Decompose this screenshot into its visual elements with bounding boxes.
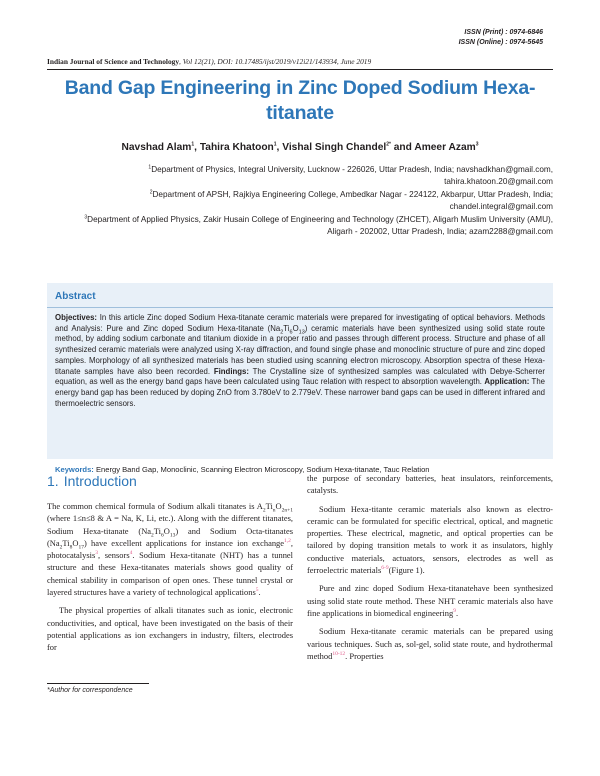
author-separator: and (390, 142, 415, 153)
section-number: 1. (47, 473, 59, 489)
text-run: ) have excellent applications for instance ion exchange (83, 537, 285, 548)
formula-text: O (292, 323, 299, 333)
abstract-text (47, 308, 553, 409)
application-text: The energy band gap has been reduced by doping ZnO from 3.780eV to 2.779eV. These narrower band gaps can be used in different infrared and thermoelectric sensors. (55, 377, 545, 408)
author-affiliation-mark: 3 (475, 141, 479, 148)
formula-subscript: 6 (289, 329, 293, 336)
journal-header (47, 57, 553, 67)
text-run: Ti (62, 537, 70, 548)
findings-label: Findings: (213, 366, 249, 376)
footnote-rule (47, 683, 149, 684)
affiliations (60, 164, 553, 240)
text-run: Sodium Hexa-titante ceramic materials also known as electro-ceramic can be formulated for specific electrical, optical, and magnetic properties. These electrical, magnetic, and optical properties can be tailored by doping transition metals to work it as insulators, highly conductive materials, actuators, sensors, electrodes as well as ferroelectric materials (307, 503, 553, 576)
affiliation-text: Department of APSH, Rajkiya Engineering College, Ambedkar Nagar - 224122, Akbarpur, Uttar Pradesh, India; chandel.integral@gmail.com (152, 190, 553, 211)
author-name: Navshad Alam (121, 142, 192, 153)
citation-link[interactable]: 6-9 (381, 565, 389, 572)
objectives-continued: ) ceramic materials have been synthesized using solid state route method, by adding sodium carbonate and titanium dioxide in a proper ratio and passes through different process. Structure and phase of all synthesized ceramic materials were analyzed using X-ray diffraction, and found single phase and monoclinic structure of pure and zinc doped samples. Morphology of all synthesized materials has been studied using scanning electron microscopy. Absorption spectra of these Hexa-titanate samples have also been recorded. (55, 323, 545, 376)
author-separator: , (194, 142, 200, 153)
author-separator: , (276, 142, 283, 153)
text-run: Pure and zinc doped Sodium Hexa-titanatehave been synthesized using solid state route method. These NHT ceramic materials also have fine applications in biomedical engineering (307, 583, 553, 618)
citation-link[interactable]: 3 (95, 550, 99, 557)
text-run: . (258, 587, 261, 598)
paper-title: Band Gap Engineering in Zinc Doped Sodium Hexa-titanate (64, 77, 536, 124)
paragraph (307, 503, 553, 577)
subscript: 2 (59, 544, 63, 551)
text-run: O (72, 537, 79, 548)
text-run: . Sodium Hexa-titanate (NHT) has a tunnel structure and these Hexa-titanates materials shows good quality of chemical stability in comparison of open ones. These tunnel crystal or layered structures have a variety of technological applications (47, 550, 294, 598)
citation-link[interactable]: 10-12 (332, 651, 346, 658)
subscript: 2n+1 (281, 507, 293, 514)
author-name: Vishal Singh Chandel (282, 142, 387, 153)
author-affiliation-mark: 2* (386, 141, 391, 148)
affiliation (60, 164, 553, 187)
text-run: Sodium Hexa-titanate ceramic materials can be prepared using various techniques. Such as, sol-gel, solid state route, and hydrothermal method (307, 626, 553, 661)
text-run: The common chemical formula of Sodium alkali titanates is A (47, 501, 263, 511)
section-title: Introduction (63, 473, 137, 489)
keywords-text: Energy Band Gap, Monoclinic, Scanning Electron Microscopy, Sodium Hexa-titanate, Tauc Relation (93, 465, 430, 474)
formula-text: Ti (283, 323, 290, 333)
text-run: , photocatalysis (47, 537, 293, 561)
abstract-heading: Abstract (55, 291, 96, 302)
affiliation-text: Department of Applied Physics, Zakir Husain College of Engineering and Technology (ZHCET), Aligarh Muslim University (AMU), Aligarh - 202002, Uttar Pradesh, India; azam2288@gmail.com (87, 215, 553, 236)
issn-print: ISSN (Print) : 0974-6846 (464, 29, 543, 36)
text-run: (where 1≤n≤8 & A = Na, K, Li, etc.). Along with the different titanates, Sodium Hexa-titanate (Na (47, 513, 293, 536)
citation-link[interactable]: 5 (255, 587, 259, 594)
objectives-text: In this article Zinc doped Sodium Hexa-titanate ceramic materials were prepared for investigating of optical behaviors. Methods and Analysis: Pure and Zinc doped Sodium Hexa-titanate (Na (55, 313, 545, 333)
issn-block (459, 28, 543, 48)
paragraph: The physical properties of alkali titanates such as ionic, electronic conductivities, and optical, have been investigated on the basis of their potential applications as ion exchangers in industry, filters, electrodes for (47, 605, 293, 653)
affiliation-text: Department of Physics, Integral University, Lucknow - 226026, Uttar Pradesh, India; navshadkhan@gmail.com, tahira.khatoon.20@gmail.com (151, 165, 553, 186)
journal-name: Indian Journal of Science and Technology (47, 57, 180, 66)
findings-text: The Crystalline size of synthesized samples was calculated with Debye-Scherrer equation, as well as the energy band gaps have been calculated using Tauc relation with respect to absorption wavelength. (55, 366, 545, 387)
text-run: . (455, 607, 459, 618)
text-run: . Properties (345, 650, 384, 661)
affiliation (60, 214, 553, 237)
affiliation-mark: 1 (148, 164, 152, 171)
author-affiliation-mark: 1 (191, 141, 195, 148)
subscript: 17 (78, 544, 84, 551)
subscript: 6 (161, 532, 164, 539)
abstract-box (47, 283, 553, 459)
text-run: Ti (153, 525, 161, 536)
text-run: O (163, 525, 170, 536)
affiliation (60, 189, 553, 212)
subscript: 8 (69, 544, 73, 551)
text-run: Ti (265, 501, 273, 511)
subscript: 13 (169, 532, 176, 539)
citation-link[interactable]: 4 (129, 550, 133, 557)
formula-subscript: 2 (280, 329, 284, 336)
citation-link[interactable]: 9 (453, 608, 456, 615)
subscript: n (272, 507, 276, 514)
text-run: ) and Sodium Octa-titanates (Na (47, 525, 293, 548)
keywords-label: Keywords: (55, 465, 94, 474)
affiliation-mark: 3 (84, 214, 88, 221)
journal-citation: , Vol 12(21), DOI: 10.17485/ijst/2019/v12i21/143934, June 2019 (179, 57, 372, 66)
text-run: O (275, 501, 282, 511)
subscript: 2 (151, 532, 154, 539)
author-affiliation-mark: 1 (273, 141, 277, 148)
figure-reference: (Figure 1). (388, 565, 425, 576)
paragraph (307, 582, 553, 619)
paragraph (307, 625, 553, 662)
header-rule (47, 69, 553, 70)
correspondence-footnote: *Author for correspondence (47, 687, 133, 694)
paragraph: the purpose of secondary batteries, heat insulators, reinforcements, catalysts. (307, 473, 553, 496)
section-heading (47, 472, 293, 490)
text-run: , sensors (98, 550, 130, 561)
application-label: Application: (484, 377, 530, 387)
author-name: Ameer Azam (414, 142, 476, 153)
issn-online: ISSN (Online) : 0974-5645 (458, 39, 543, 46)
subscript: 2 (262, 507, 266, 514)
author-list (60, 141, 540, 154)
formula-subscript: 13 (298, 329, 305, 336)
right-column (307, 472, 553, 668)
paragraph (47, 500, 293, 598)
left-column (47, 472, 293, 660)
objectives-label: Objectives: (55, 313, 98, 322)
affiliation-mark: 2 (149, 189, 153, 196)
citation-link[interactable]: 1,2 (284, 538, 291, 545)
author-name: Tahira Khatoon (199, 142, 274, 153)
